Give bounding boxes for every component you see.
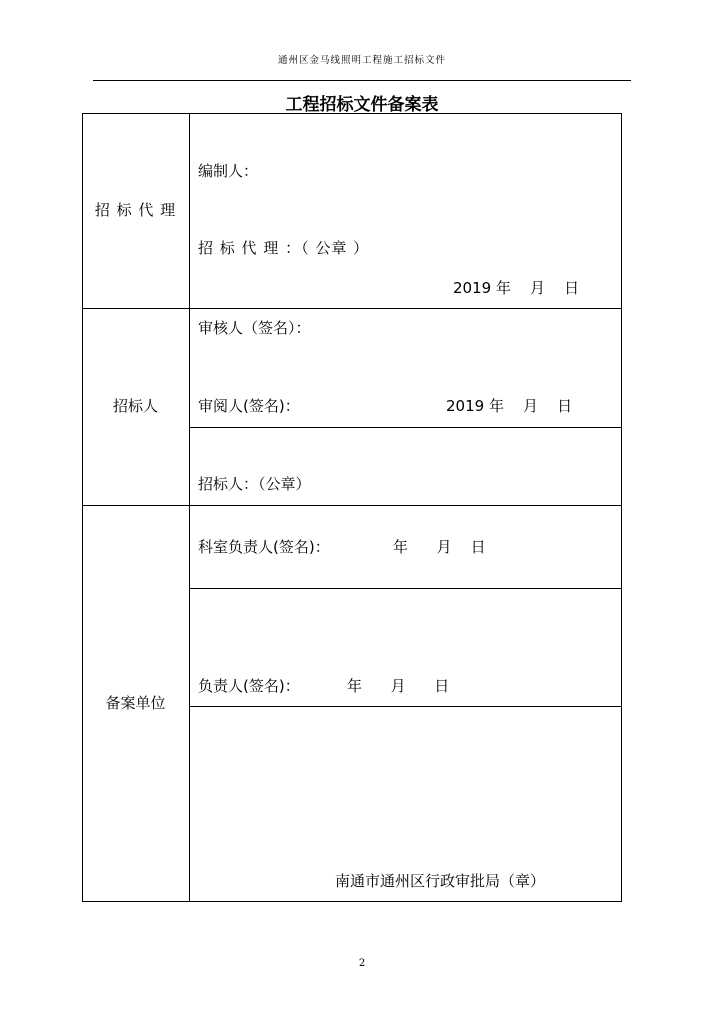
bureau-seal-field: 南通市通州区行政审批局（章）: [335, 872, 546, 890]
reader-signature-field: 审阅人(签名)：: [198, 397, 300, 415]
column-divider: [189, 113, 190, 902]
dept-head-date: 年 月 日: [393, 538, 486, 556]
row-divider-filing-inner-1: [189, 588, 622, 589]
running-header: 通州区金马线照明工程施工招标文件: [277, 55, 446, 66]
page-number: 2: [358, 958, 366, 969]
table-frame: [82, 113, 622, 902]
tenderer-date: 2019 年 月 日: [446, 397, 573, 415]
agent-date: 2019 年 月 日: [453, 279, 580, 297]
reviewer-signature-field: 审核人（签名）：: [198, 319, 311, 337]
row-divider-agent-tenderer: [82, 308, 622, 309]
header-rule: [93, 80, 631, 81]
tenderer-seal-field: 招标人：（公章）: [198, 475, 311, 493]
label-filing-unit: 备案单位: [105, 694, 166, 712]
row-divider-tenderer-inner: [189, 427, 622, 428]
compiler-field: 编制人：: [198, 162, 259, 180]
head-signature-field: 负责人(签名)：: [198, 677, 300, 695]
label-bidding-agent: 招 标 代 理: [94, 201, 177, 219]
row-divider-tenderer-filing: [82, 505, 622, 506]
dept-head-signature-field: 科室负责人(签名)：: [198, 538, 330, 556]
label-tenderer: 招标人: [112, 397, 158, 415]
page-title: 工程招标文件备案表: [285, 95, 439, 115]
agent-seal-field: 招 标 代 理 ：（ 公章 ）: [198, 239, 370, 257]
head-date: 年 月 日: [347, 677, 450, 695]
row-divider-filing-inner-2: [189, 706, 622, 707]
